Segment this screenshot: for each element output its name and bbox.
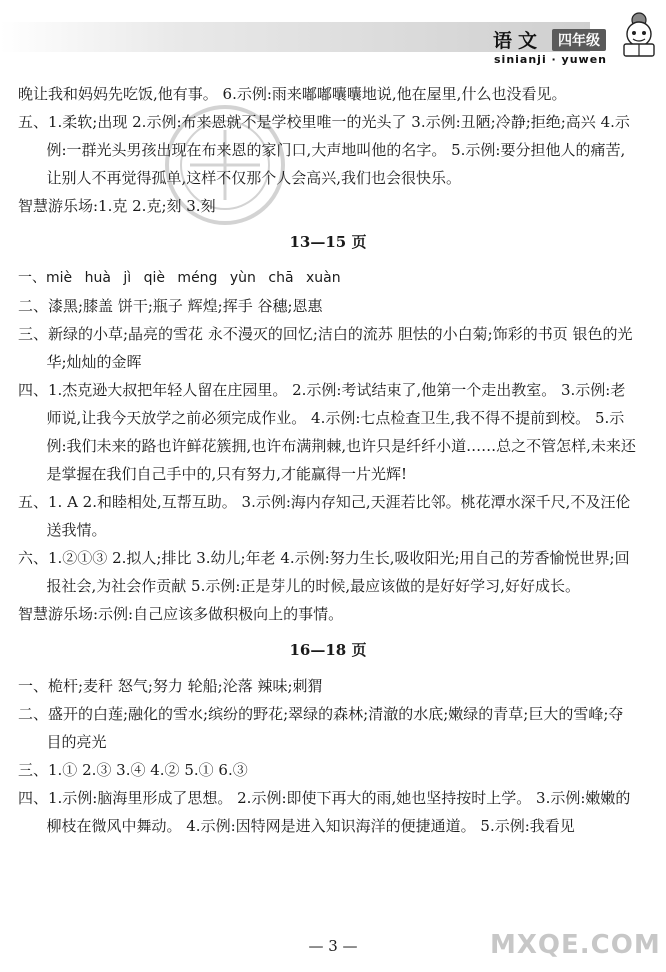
answer-item: 五、1.柔软;出现 2.示例:布来恩就不是学校里唯一的光头了 3.示例:丑陋;冷静;拒绝;高兴 4.示例:一群光头男孩出现在布来恩的家门口,大声地叫他的名字。 5.示例:要分担他人的痛苦,让别人不再觉得孤单,这样不仅那个人会高兴,我们也会很快乐。: [18, 113, 630, 187]
answer-content: [18, 80, 638, 840]
answer-item: 二、漆黑;膝盖 饼干;瓶子 辉煌;挥手 谷穗;恩惠: [18, 297, 323, 315]
pinyin-answer-line: 一、miè huà jì qiè méng yùn chā xuàn: [18, 270, 341, 286]
answer-line: 智慧游乐场:示例:自己应该多做积极向上的事情。: [18, 605, 344, 623]
answer-item: 三、新绿的小草;晶亮的雪花 永不漫灭的回忆;洁白的流苏 胆怯的小白菊;饰彩的书页 银色的光华;灿灿的金晖: [18, 325, 633, 371]
header-grade-badge: 四年级: [552, 29, 606, 51]
mascot-icon: [618, 8, 660, 60]
answer-line: 智慧游乐场:1.克 2.克;刻 3.刻: [18, 197, 216, 215]
header-subject: 语文: [493, 30, 544, 52]
page-number: — 3 —: [308, 937, 358, 955]
section-title: 13—15 页: [289, 233, 367, 251]
answer-item: 二、盛开的白莲;融化的雪水;缤纷的野花;翠绿的森林;清澈的水底;嫩绿的青草;巨大的雪峰;夺目的亮光: [18, 705, 624, 751]
answer-item: 五、1. A 2.和睦相处,互帮互助。 3.示例:海内存知己,天涯若比邻。桃花潭水深千尺,不及汪伦送我情。: [18, 493, 631, 539]
answer-item: 四、1.示例:脑海里形成了思想。 2.示例:即使下再大的雨,她也坚持按时上学。 3.示例:嫩嫩的柳枝在微风中舞动。 4.示例:因特网是进入知识海洋的便捷通道。 5.示例:我看见: [18, 789, 631, 835]
answer-item: 三、1.① 2.③ 3.④ 4.② 5.① 6.③: [18, 761, 248, 779]
answer-line: 晚让我和妈妈先吃饭,他有事。 6.示例:雨来嘟嘟囔囔地说,他在屋里,什么也没看见。: [18, 85, 567, 103]
answer-item: 六、1.②①③ 2.拟人;排比 3.幼儿;年老 4.示例:努力生长,吸收阳光;用自己的芳香愉悦世界;回报社会,为社会作贡献 5.示例:正是芽儿的时候,最应该做的是好好学习,好好成长。: [18, 549, 630, 595]
header-pinyin: sinianji · yuwen: [494, 53, 608, 66]
section-title: 16—18 页: [289, 641, 367, 659]
answer-item: 四、1.杰克逊大叔把年轻人留在庄园里。 2.示例:考试结束了,他第一个走出教室。 3.示例:老师说,让我今天放学之前必须完成作业。 4.示例:七点检查卫生,我不得不提前到校。 5.示例:我们未来的路也许鲜花簇拥,也许布满荆棘,也许只是纤纤小道……总之不管怎样,未来还是掌握在我们自己手中的,只有努力,才能赢得一片光辉!: [18, 381, 636, 483]
watermark-text: MXQE.COM: [490, 930, 661, 960]
answer-item: 一、桅杆;麦秆 怒气;努力 轮船;沦落 辣味;刺猬: [18, 677, 323, 695]
